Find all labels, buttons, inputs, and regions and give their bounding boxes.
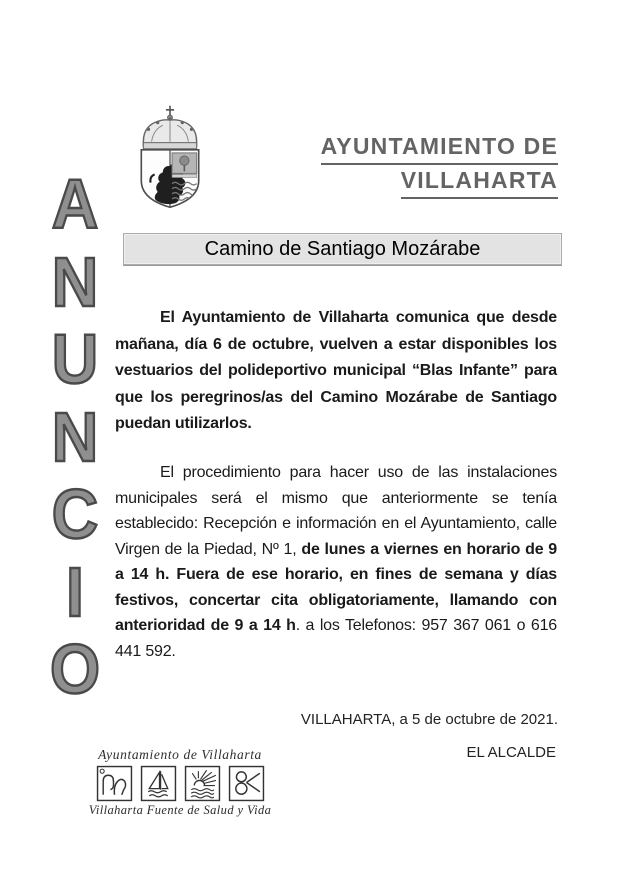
footer-logo bbox=[84, 747, 276, 818]
anuncio-letter: O bbox=[49, 630, 101, 708]
announcement-paragraph-2 bbox=[115, 460, 557, 664]
paragraph-2-regular-start: El procedimiento para hacer uso de las instalaciones municipales será el mismo que anteriormente se tenía establecido: Recepción e información en el Ayuntamiento, calle Virgen de la Piedad, Nº 1, bbox=[115, 464, 557, 558]
anuncio-letter: N bbox=[51, 242, 99, 321]
place-date-line: VILLAHARTA, a 5 de octubre de 2021. bbox=[300, 711, 558, 728]
paragraph-2-regular-end: . a los Telefonos: 957 367 061 o 616 441 592. bbox=[115, 617, 557, 660]
anuncio-letter: U bbox=[51, 320, 99, 398]
footer-logo-top-text: Ayuntamiento de Villaharta bbox=[98, 747, 262, 762]
sailboat-icon bbox=[140, 765, 177, 802]
figures-icon bbox=[96, 765, 133, 802]
title-line-2: VILLAHARTA bbox=[401, 165, 558, 199]
announcement-paragraph-1: El Ayuntamiento de Villaharta comunica que desde mañana, día 6 de octubre, vuelven a estar disponibles los vestuarios del polideportivo municipal “Blas Infante” para que los peregrinos/as del Camino Mozárabe de Santiago puedan utilizarlos. bbox=[115, 309, 557, 432]
subject-banner-text: Camino de Santiago Mozárabe bbox=[204, 238, 481, 260]
anuncio-letter: I bbox=[66, 552, 84, 631]
subject-banner bbox=[123, 233, 562, 265]
footer-logo-bottom-text: Villaharta Fuente de Salud y Vida bbox=[88, 803, 272, 817]
title-line-1: AYUNTAMIENTO DE bbox=[321, 131, 558, 165]
anuncio-letter: A bbox=[51, 165, 99, 243]
coat-of-arms-icon bbox=[129, 104, 211, 210]
footer-logo-icons bbox=[84, 765, 276, 802]
sun-waves-icon bbox=[184, 765, 221, 802]
anuncio-letter: N bbox=[51, 397, 99, 476]
anuncio-letter: C bbox=[51, 475, 99, 553]
signer-title: EL ALCALDE bbox=[466, 744, 556, 761]
paragraph-2-bold-schedule: de lunes a viernes en horario de 9 a 14 h. Fuera de ese horario, en fines de semana y días festivos, concertar cita obligatoriamente, llamando con anterioridad de 9 a 14 h bbox=[115, 540, 558, 634]
scissors-icon bbox=[228, 765, 265, 802]
page-title bbox=[260, 131, 558, 199]
anuncio-vertical-banner bbox=[34, 166, 116, 709]
